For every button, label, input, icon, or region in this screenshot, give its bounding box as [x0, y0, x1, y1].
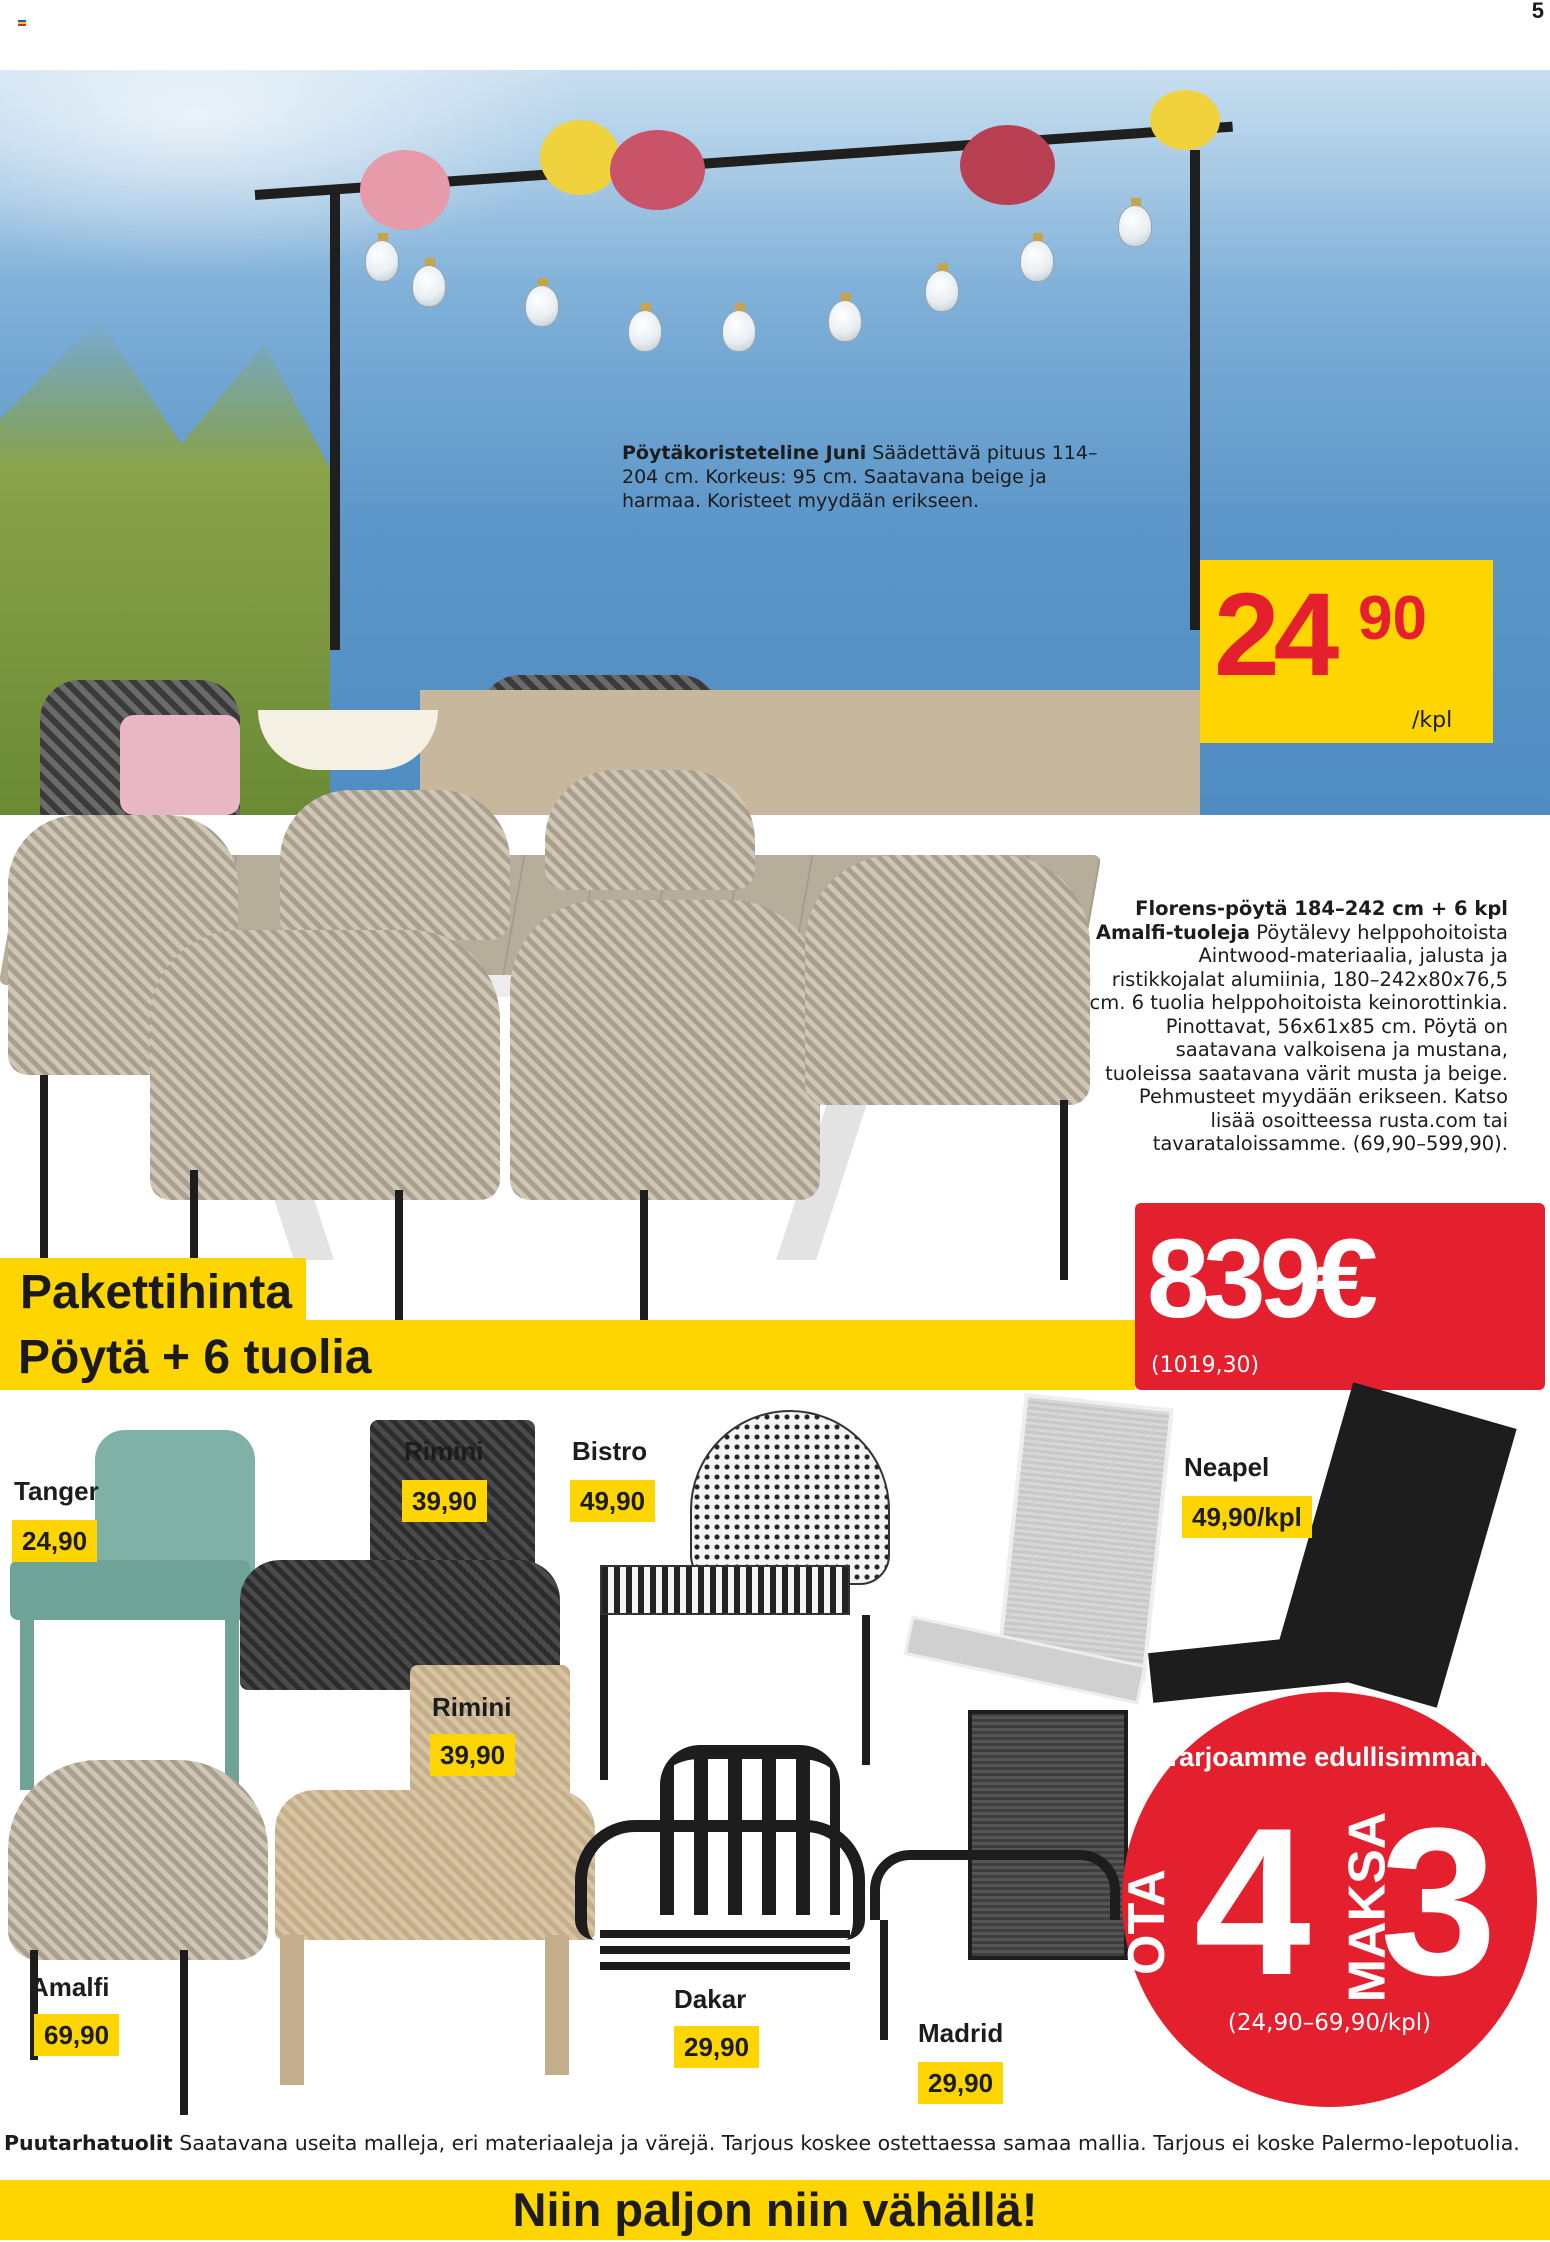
rimini-beige-chair-arms: [275, 1790, 595, 1940]
chair-leg: [600, 1615, 608, 1780]
furniture-set-name: Florens-pöytä 184–242 cm + 6 kpl Amalfi-tuoleja: [1095, 897, 1508, 944]
chair-price-neapel: 49,90/kpl: [1182, 1496, 1312, 1538]
offer-maksa: MAKSA: [1338, 1811, 1397, 2003]
light-bulb: [828, 300, 862, 342]
chair-price-madrid: 29,90: [918, 2062, 1003, 2104]
madrid-chair-arms: [870, 1850, 1120, 1920]
flower-decoration: [610, 130, 705, 210]
chair-name-neapel: Neapel: [1184, 1452, 1270, 1482]
chair-leg: [225, 1610, 239, 1790]
footer-note: [4, 2130, 1549, 2156]
light-bulb: [412, 265, 446, 307]
chair-leg: [862, 1615, 870, 1765]
furniture-set-price-box: [1135, 1203, 1545, 1390]
cushion-image: [120, 715, 240, 815]
package-price-label: Pakettihinta: [0, 1258, 306, 1324]
chair-name-bistro: Bistro: [572, 1436, 648, 1466]
chair-leg: [880, 1920, 888, 2040]
table-image: [420, 690, 1200, 815]
flower-decoration: [360, 150, 450, 230]
light-bulb: [365, 240, 399, 282]
flower-decoration: [540, 120, 620, 195]
light-bulb: [525, 285, 559, 327]
tanger-chair-seat: [10, 1560, 250, 1620]
offer-ota: OTA: [1117, 1869, 1176, 1975]
chair-price-rimini: 39,90: [402, 1480, 487, 1522]
chair-name-rimini: Rimini: [404, 1436, 484, 1466]
offer-take-number: 4: [1194, 1784, 1311, 2019]
hero-product-name: Pöytäkoristeteline Juni: [622, 442, 867, 464]
chair-name-amalfi: Amalfi: [30, 1972, 110, 2002]
chair-leg: [1060, 1100, 1068, 1280]
offer-price-range: (24,90–69,90/kpl): [1227, 2010, 1432, 2036]
flower-decoration: [1150, 90, 1220, 150]
chair-price-bistro: 49,90: [570, 1480, 655, 1522]
furniture-set-original-price: (1019,30): [1151, 1353, 1260, 1378]
flag-icon: [18, 20, 26, 26]
dakar-chair-frame: [575, 1820, 865, 1940]
offer-headline: Tarjoamme edullisimman.: [1164, 1742, 1495, 1772]
hero-product-description: [622, 441, 1112, 513]
furniture-set-price: 839€: [1147, 1216, 1373, 1341]
light-bulb: [722, 310, 756, 352]
chair-name-tanger: Tanger: [14, 1476, 99, 1506]
chair-leg: [545, 1935, 569, 2075]
chair-name-madrid: Madrid: [918, 2018, 1004, 2048]
furniture-set-description: [1088, 897, 1508, 1156]
bistro-chair-seat: [600, 1565, 850, 1615]
chair-leg: [20, 1610, 34, 1790]
chair-price-amalfi: 69,90: [34, 2014, 119, 2056]
amalfi-chair-image: [150, 930, 500, 1200]
hero-price-cents: 90: [1358, 584, 1427, 653]
slogan-banner: Niin paljon niin vähällä!: [0, 2180, 1550, 2240]
light-bulb: [1118, 205, 1152, 247]
arch-right-post: [1190, 150, 1200, 630]
amalfi-chair-image: [805, 855, 1090, 1105]
footer-text: Saatavana useita malleja, eri materiaaleja ja värejä. Tarjous koskee ostettaessa samaa mallia. Tarjous ei koske Palermo-lepotuolia.: [172, 2131, 1520, 2155]
dakar-chair-seat: [600, 1930, 850, 1970]
chair-price-tanger: 24,90: [12, 1520, 97, 1562]
page-number: 5: [1531, 0, 1544, 23]
amalfi-chair-image: [280, 790, 510, 940]
neapel-black-chair-seat: [1148, 1627, 1402, 1703]
hero-price-box: [1200, 560, 1493, 743]
amalfi-chair-image: [8, 1760, 268, 1960]
offer-pay-number: 3: [1380, 1784, 1497, 2019]
package-contents-label: Pöytä + 6 tuolia: [18, 1331, 372, 1384]
chair-leg: [40, 1075, 48, 1275]
amalfi-chair-image: [545, 770, 755, 890]
chair-price-rimini-2: 39,90: [430, 1734, 515, 1776]
chair-leg: [280, 1935, 304, 2085]
chair-leg: [395, 1190, 403, 1320]
footer-label: Puutarhatuolit: [4, 2131, 173, 2155]
chair-name-rimini-2: Rimini: [432, 1692, 512, 1722]
chair-name-dakar: Dakar: [674, 1984, 747, 2014]
light-bulb: [925, 270, 959, 312]
hero-price-main: 24: [1214, 569, 1334, 701]
madrid-chair-image: [968, 1710, 1128, 1960]
light-bulb: [1020, 240, 1054, 282]
bistro-chair-image: [690, 1410, 890, 1585]
offer-badge: [1117, 1692, 1537, 2107]
amalfi-chair-image: [510, 900, 820, 1200]
hero-product-text: Säädettävä pituus 114–204 cm. Korkeus: 95 cm. Saatavana beige ja harmaa. Koristeet myydään erikseen.: [622, 442, 1098, 512]
hero-price-unit: /kpl: [1412, 708, 1453, 733]
flower-decoration: [960, 125, 1055, 205]
chair-price-dakar: 29,90: [674, 2026, 759, 2068]
chair-leg: [180, 1950, 188, 2115]
light-bulb: [628, 310, 662, 352]
arch-left-post: [330, 190, 340, 650]
chair-leg: [640, 1190, 648, 1320]
furniture-set-text: Pöytälevy helppohoitoista Aintwood-materiaalia, jalusta ja ristikkojalat alumiinia, 180–242x80x76,5 cm. 6 tuolia helppohoitoista keinorottinkia. Pinottavat, 56x61x85 cm. Pöytä on saatavana valkoisena ja mustana, tuoleissa saatavana värit musta ja beige. Pehmusteet myydään erikseen. Katso lisää osoitteessa rusta.com tai tavarataloissamme. (69,90–599,90).: [1089, 920, 1508, 1155]
